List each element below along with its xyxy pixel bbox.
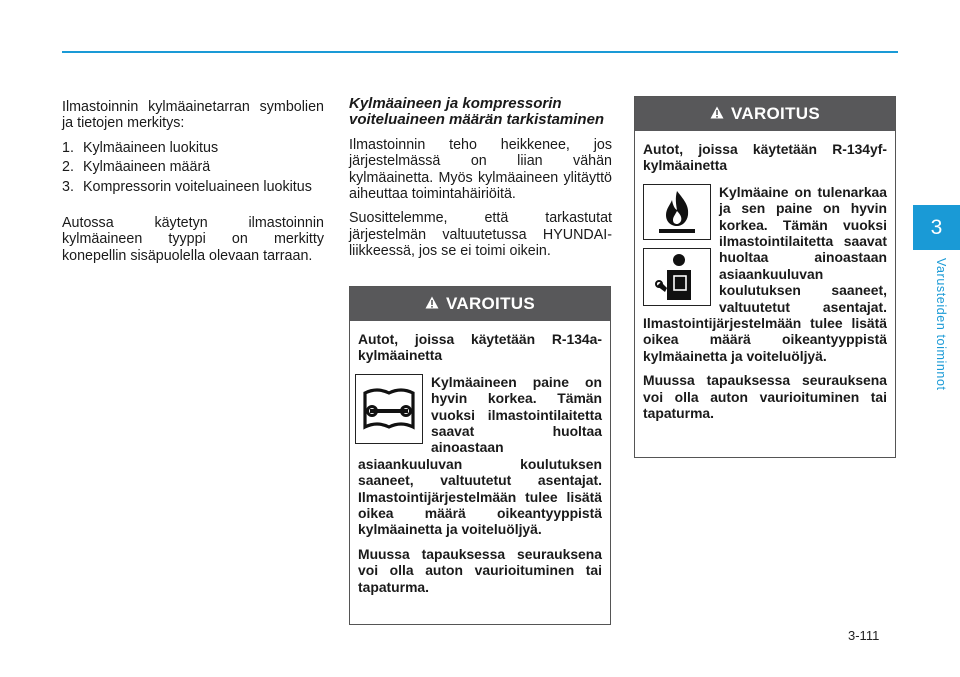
- middle-column: [349, 96, 612, 268]
- page-number: 3-111: [848, 628, 880, 643]
- left-column: [62, 99, 324, 272]
- flammable-icon: [643, 184, 711, 240]
- list-item-text: Kylmäaineen luokitus: [83, 139, 219, 156]
- warning-title: VAROITUS: [731, 104, 820, 123]
- list-item-number: 2.: [62, 159, 74, 176]
- warning-footer: Muussa tapauksessa seurauksena voi olla auton vaurioituminen tai tapaturma.: [643, 372, 887, 422]
- section-heading: Kylmäaineen ja kompressorin voiteluaineen määrän tarkistaminen: [349, 95, 605, 129]
- label-items-list: [62, 140, 324, 195]
- list-item: [62, 179, 324, 195]
- list-item: [62, 140, 324, 156]
- service-manual-icon: [355, 374, 423, 444]
- warning-triangle-icon: [425, 294, 439, 314]
- chapter-tab: 3: [913, 205, 960, 250]
- warning-body: Kylmäaine on tulenarkaa ja sen paine on hyvin korkea. Tämän vuoksi ilmastointilaitetta saavat huoltaa ainoastaan asiaankuuluvan koulutuksen saaneet, valtuutetut asentajat. Ilmastointijärjestelmään tulee lisätä oikea määrä oikeantyyppistä kylmäainetta ja voiteluöljyä.: [643, 183, 887, 364]
- warning-lead: Autot, joissa käytetään R-134a-kylmäainetta: [358, 331, 602, 364]
- warning-title: VAROITUS: [446, 294, 535, 313]
- list-item-text: Kompressorin voiteluaineen luokitus: [83, 178, 312, 195]
- warning-box-r134a: [349, 286, 611, 625]
- list-item-number: 3.: [62, 178, 74, 195]
- warning-triangle-icon: [710, 104, 724, 124]
- qualified-technician-icon: [643, 248, 711, 306]
- warning-icons: [643, 184, 711, 306]
- body-paragraph: Ilmastoinnin teho heikkenee, jos järjestelmässä on liian vähän kylmäainetta. Myös kylmäaineen ylitäyttö aiheuttaa toimintahäiriöitä.: [349, 136, 612, 203]
- list-item-number: 1.: [62, 139, 74, 156]
- list-item-text: Kylmäaineen määrä: [83, 159, 211, 176]
- body-paragraph: Suosittelemme, että tarkastutat järjestelmän valtuutetussa HYUNDAI-liikkeessä, jos se ei toimi oikein.: [349, 210, 612, 260]
- warning-body: Kylmäaineen paine on hyvin korkea. Tämän vuoksi ilmastointilaitetta saavat huoltaa ainoastaan asiaankuuluvan koulutuksen saaneet, valtuutetut asentajat. Ilmastointijärjestelmään tulee lisätä oikea määrä oikeantyyppistä kylmäainetta ja voiteluöljyä.: [358, 373, 602, 538]
- warning-box-r134yf: [634, 96, 896, 458]
- chapter-title: Varusteiden toiminnot: [934, 258, 948, 391]
- list-item: [62, 159, 324, 175]
- warning-header: [635, 97, 895, 131]
- warning-header: [350, 287, 610, 321]
- warning-footer: Muussa tapauksessa seurauksena voi olla auton vaurioituminen tai tapaturma.: [358, 545, 602, 595]
- top-rule: [62, 51, 898, 53]
- refrigerant-label-paragraph: Autossa käytetyn ilmastoinnin kylmäaineen tyyppi on merkitty konepellin sisäpuolella olevaan tarraan.: [62, 215, 324, 264]
- warning-lead: Autot, joissa käytetään R-134yf-kylmäainetta: [643, 141, 887, 174]
- intro-text: Ilmastoinnin kylmäainetarran symbolien ja tietojen merkitys:: [62, 99, 324, 132]
